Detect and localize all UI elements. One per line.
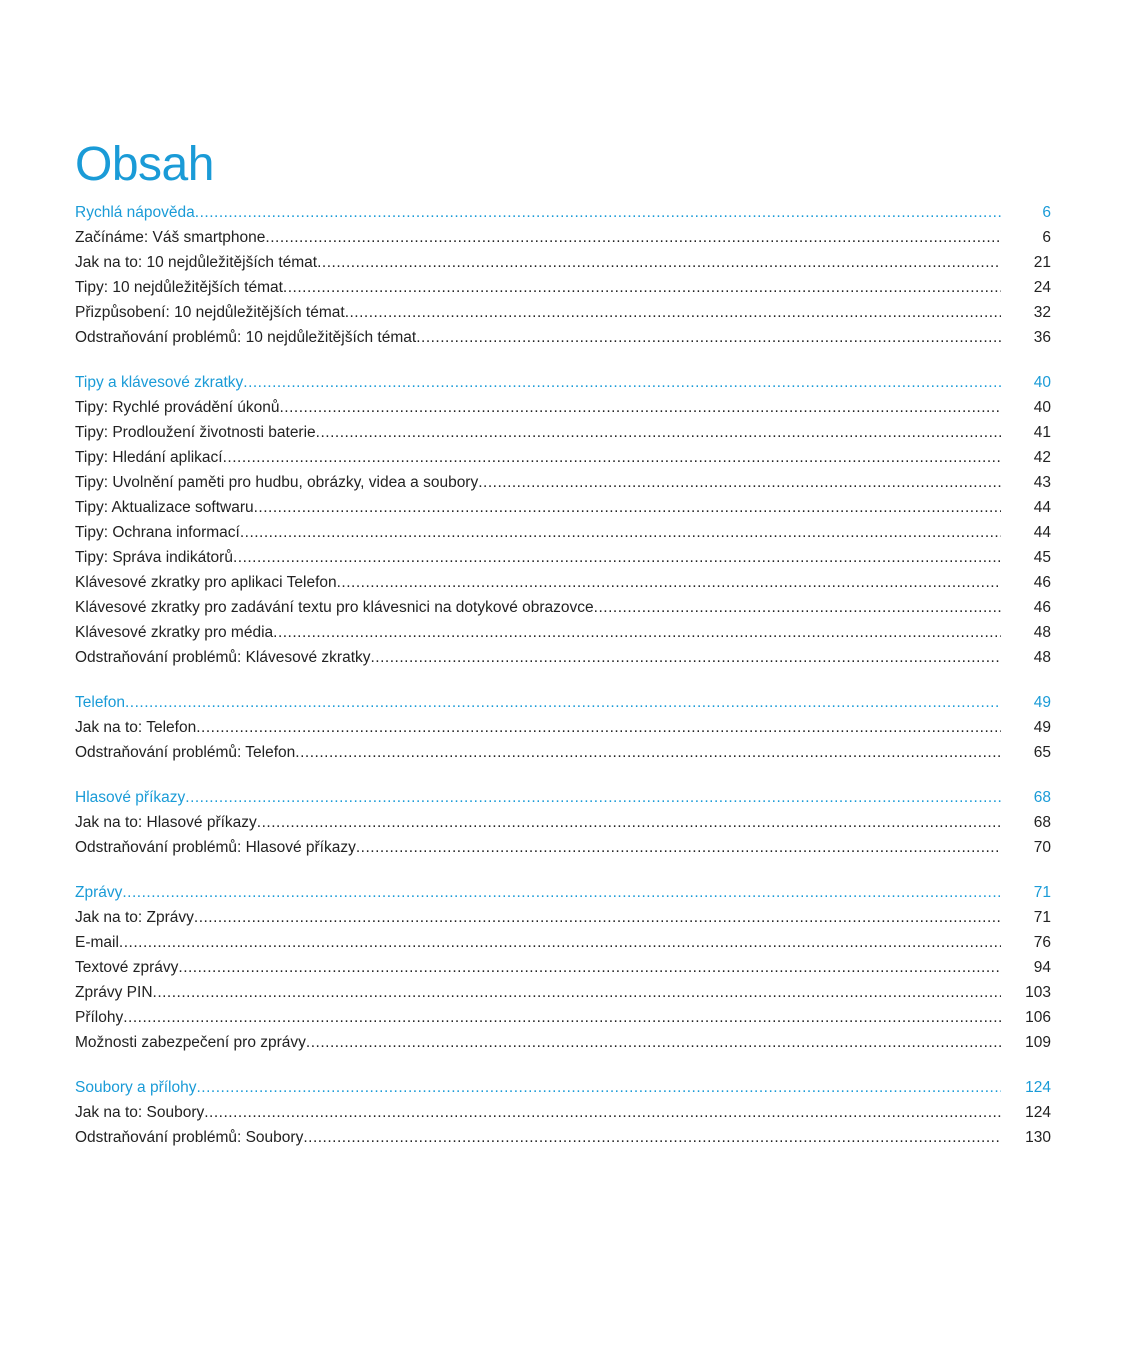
toc-entry[interactable] <box>75 1100 1051 1125</box>
toc-entry-label: Tipy: Aktualizace softwaru <box>75 499 254 516</box>
toc-page-number: 70 <box>1033 839 1051 856</box>
toc-section <box>75 1075 1051 1150</box>
toc-entry[interactable] <box>75 545 1051 570</box>
toc-entry[interactable] <box>75 495 1051 520</box>
toc-page-number: 42 <box>1033 449 1051 466</box>
toc-entry[interactable] <box>75 445 1051 470</box>
toc-section <box>75 370 1051 670</box>
toc-page-number: 48 <box>1033 624 1051 641</box>
toc-entry-label: Jak na to: Hlasové příkazy <box>75 814 257 831</box>
toc-page-number: 49 <box>1033 719 1051 736</box>
toc-entry-label: Tipy: Uvolnění paměti pro hudbu, obrázky, videa a soubory <box>75 474 479 491</box>
toc-heading[interactable] <box>75 690 1051 715</box>
toc-entry-label: Jak na to: Telefon <box>75 719 197 736</box>
toc-entry-label: Tipy: Rychlé provádění úkonů <box>75 399 280 416</box>
toc-page-number: 6 <box>1042 229 1051 246</box>
toc-heading-label: Rychlá nápověda <box>75 204 195 221</box>
toc-section <box>75 785 1051 860</box>
toc-entry-label: Tipy: Ochrana informací <box>75 524 240 541</box>
toc-heading-label: Soubory a přílohy <box>75 1079 197 1096</box>
toc-entry-label: Tipy: Prodloužení životnosti baterie <box>75 424 316 441</box>
toc-entry[interactable] <box>75 570 1051 595</box>
toc-page-number: 71 <box>1033 909 1051 926</box>
toc-page-number: 6 <box>1042 204 1051 221</box>
toc-page-number: 41 <box>1033 424 1051 441</box>
toc-entry[interactable] <box>75 595 1051 620</box>
toc-entry[interactable] <box>75 1030 1051 1055</box>
toc-entry[interactable] <box>75 835 1051 860</box>
toc-entry-label: Odstraňování problémů: Telefon <box>75 744 296 761</box>
toc-entry-label: Tipy: 10 nejdůležitějších témat <box>75 279 283 296</box>
toc-entry[interactable] <box>75 1005 1051 1030</box>
toc-entry[interactable] <box>75 715 1051 740</box>
toc-entry[interactable] <box>75 1125 1051 1150</box>
toc-entry-label: Tipy: Hledání aplikací <box>75 449 223 466</box>
toc-page-number: 36 <box>1033 329 1051 346</box>
toc-heading[interactable] <box>75 200 1051 225</box>
toc-entry[interactable] <box>75 275 1051 300</box>
toc-entry-label: Přizpůsobení: 10 nejdůležitějších témat <box>75 304 345 321</box>
toc-entry[interactable] <box>75 905 1051 930</box>
toc-page-number: 32 <box>1033 304 1051 321</box>
toc-entry-label: Odstraňování problémů: Soubory <box>75 1129 304 1146</box>
toc-entry[interactable] <box>75 930 1051 955</box>
toc-entry[interactable] <box>75 325 1051 350</box>
toc-page-number: 76 <box>1033 934 1051 951</box>
toc-entry-label: Začínáme: Váš smartphone <box>75 229 266 246</box>
toc-entry[interactable] <box>75 520 1051 545</box>
toc-entry-label: Odstraňování problémů: Hlasové příkazy <box>75 839 356 856</box>
toc-heading-label: Hlasové příkazy <box>75 789 186 806</box>
toc-page-number: 40 <box>1033 374 1051 391</box>
toc-page-number: 65 <box>1033 744 1051 761</box>
table-of-contents <box>75 200 1051 1170</box>
toc-page-number: 49 <box>1033 694 1051 711</box>
toc-page-number: 24 <box>1033 279 1051 296</box>
toc-entry-label: Klávesové zkratky pro zadávání textu pro klávesnici na dotykové obrazovce <box>75 599 594 616</box>
toc-page-number: 103 <box>1025 984 1051 1001</box>
toc-page-number: 44 <box>1033 499 1051 516</box>
toc-page-number: 106 <box>1025 1009 1051 1026</box>
toc-page-number: 109 <box>1025 1034 1051 1051</box>
toc-entry-label: Odstraňování problémů: 10 nejdůležitějších témat <box>75 329 417 346</box>
toc-entry[interactable] <box>75 620 1051 645</box>
toc-entry-label: Jak na to: 10 nejdůležitějších témat <box>75 254 318 271</box>
toc-entry-label: Zprávy PIN <box>75 984 153 1001</box>
toc-heading-label: Tipy a klávesové zkratky <box>75 374 244 391</box>
toc-page-number: 71 <box>1033 884 1051 901</box>
toc-page-number: 46 <box>1033 599 1051 616</box>
toc-section <box>75 690 1051 765</box>
toc-entry[interactable] <box>75 740 1051 765</box>
toc-entry-label: Textové zprávy <box>75 959 179 976</box>
toc-entry[interactable] <box>75 980 1051 1005</box>
toc-entry[interactable] <box>75 300 1051 325</box>
toc-page-number: 21 <box>1033 254 1051 271</box>
toc-entry[interactable] <box>75 250 1051 275</box>
toc-entry-label: Přílohy <box>75 1009 124 1026</box>
page-title: Obsah <box>75 138 214 191</box>
toc-entry[interactable] <box>75 395 1051 420</box>
toc-page-number: 124 <box>1025 1079 1051 1096</box>
toc-entry-label: Klávesové zkratky pro aplikaci Telefon <box>75 574 337 591</box>
toc-entry[interactable] <box>75 955 1051 980</box>
toc-entry[interactable] <box>75 420 1051 445</box>
toc-heading[interactable] <box>75 880 1051 905</box>
toc-entry-label: Jak na to: Zprávy <box>75 909 194 926</box>
toc-entry-label: Klávesové zkratky pro média <box>75 624 274 641</box>
toc-page-number: 130 <box>1025 1129 1051 1146</box>
toc-page-number: 48 <box>1033 649 1051 666</box>
toc-entry-label: Odstraňování problémů: Klávesové zkratky <box>75 649 371 666</box>
toc-entry[interactable] <box>75 645 1051 670</box>
toc-entry-label: E-mail <box>75 934 119 951</box>
toc-entry[interactable] <box>75 810 1051 835</box>
toc-entry-label: Jak na to: Soubory <box>75 1104 205 1121</box>
toc-entry-label: Možnosti zabezpečení pro zprávy <box>75 1034 306 1051</box>
toc-heading[interactable] <box>75 1075 1051 1100</box>
toc-entry-label: Tipy: Správa indikátorů <box>75 549 233 566</box>
toc-page-number: 68 <box>1033 789 1051 806</box>
toc-page-number: 40 <box>1033 399 1051 416</box>
toc-page-number: 45 <box>1033 549 1051 566</box>
toc-page-number: 43 <box>1033 474 1051 491</box>
toc-page-number: 68 <box>1033 814 1051 831</box>
toc-entry[interactable] <box>75 225 1051 250</box>
toc-page-number: 94 <box>1033 959 1051 976</box>
toc-section <box>75 200 1051 350</box>
toc-heading-label: Telefon <box>75 694 125 711</box>
toc-section <box>75 880 1051 1055</box>
toc-page-number: 124 <box>1025 1104 1051 1121</box>
toc-page-number: 46 <box>1033 574 1051 591</box>
toc-entry[interactable] <box>75 470 1051 495</box>
toc-heading-label: Zprávy <box>75 884 123 901</box>
toc-heading[interactable] <box>75 370 1051 395</box>
toc-page-number: 44 <box>1033 524 1051 541</box>
toc-heading[interactable] <box>75 785 1051 810</box>
